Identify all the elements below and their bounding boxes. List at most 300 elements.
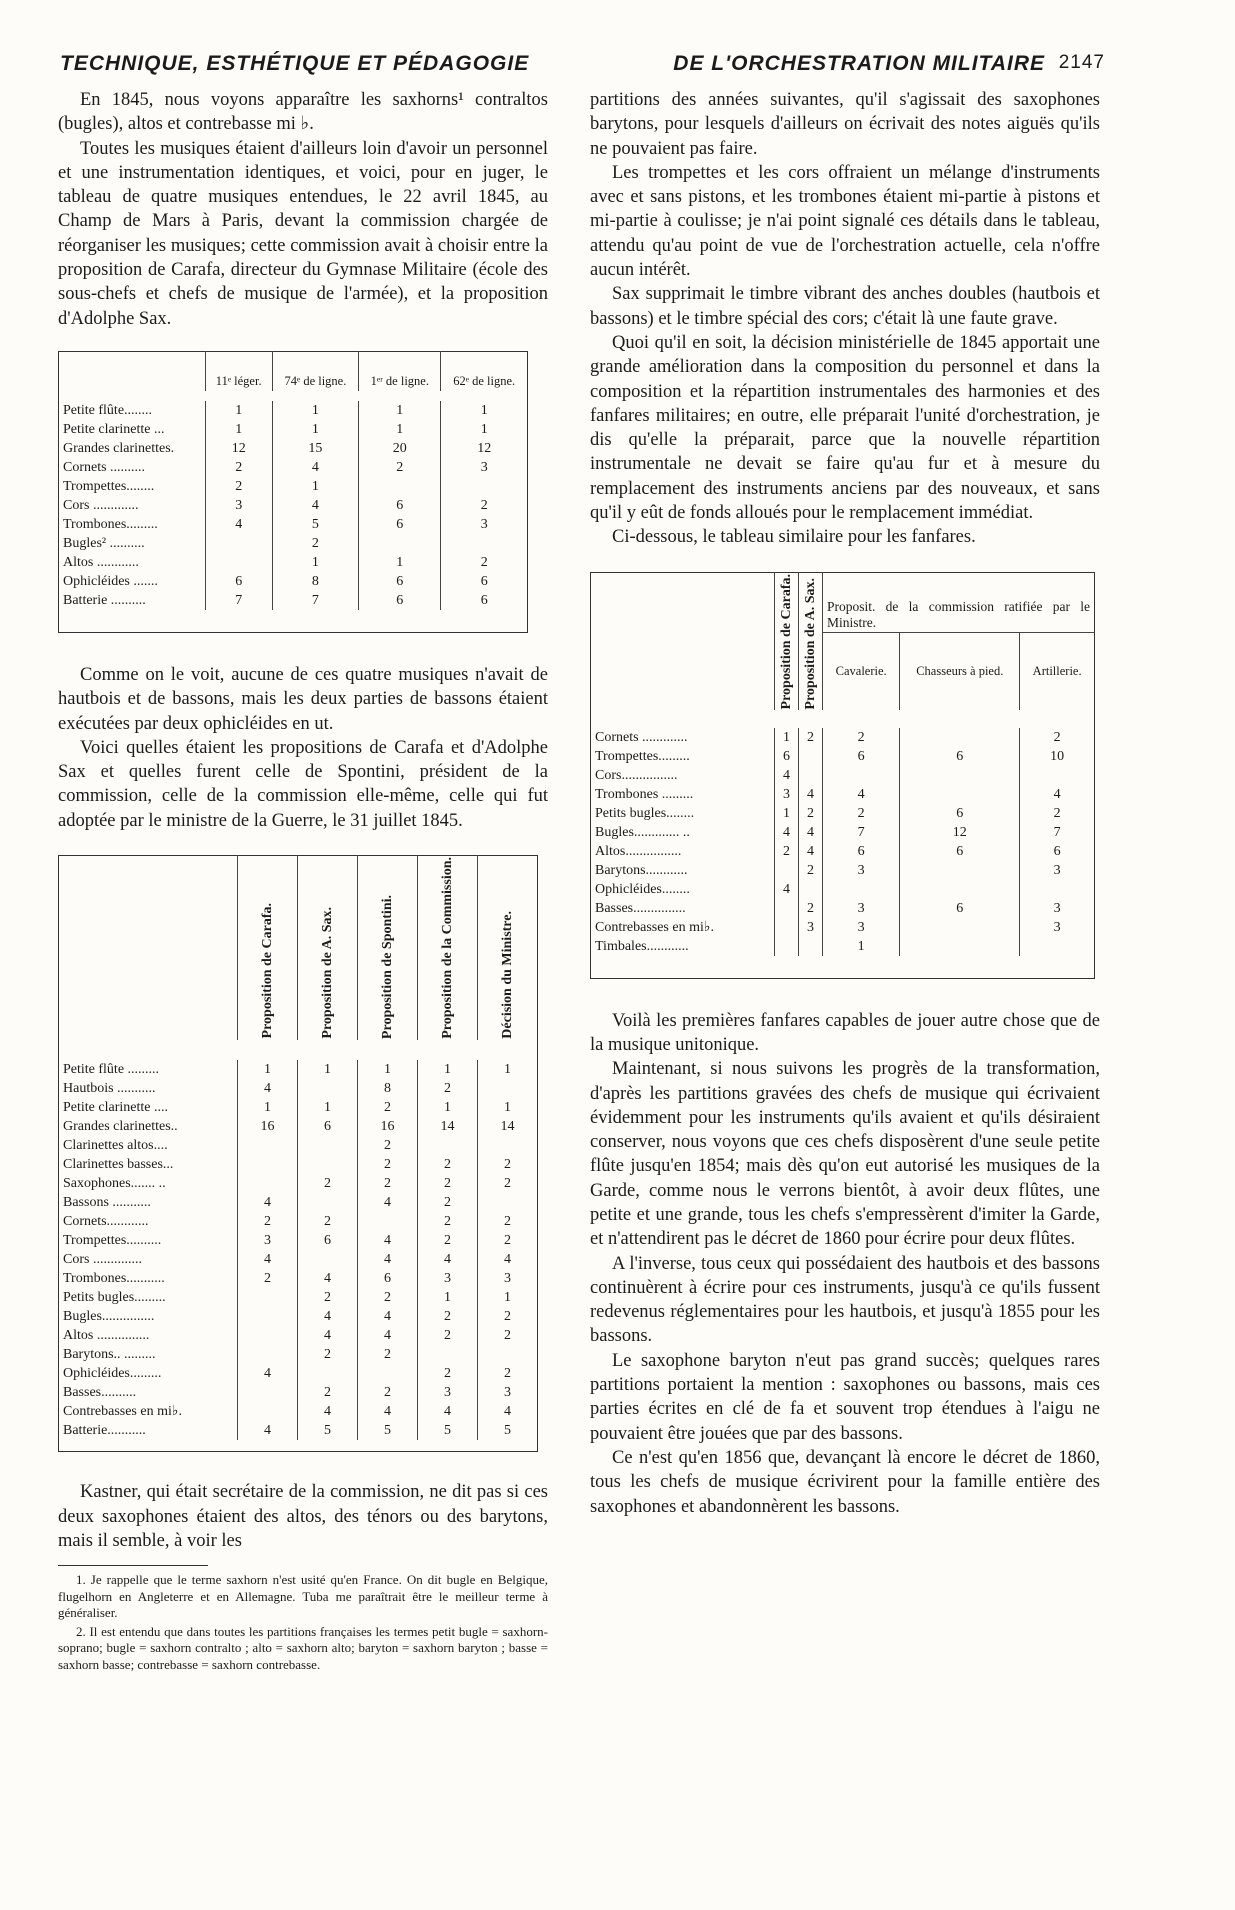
table-cell: 4 xyxy=(298,1269,358,1288)
table-row xyxy=(59,1364,538,1383)
table-cell xyxy=(1020,880,1095,899)
table-cell: 2 xyxy=(478,1326,538,1345)
table-cell: 1 xyxy=(238,1098,298,1117)
row-label: Batterie........... xyxy=(63,1422,146,1438)
table-cell: 4 xyxy=(775,766,799,785)
table-cell xyxy=(900,937,1020,956)
table-row xyxy=(591,937,1095,956)
footnotes xyxy=(58,1565,548,1673)
table-cell: 1 xyxy=(358,1060,418,1079)
table-cell: 6 xyxy=(359,496,441,515)
table-cell: 3 xyxy=(478,1383,538,1402)
table-row xyxy=(59,1345,538,1364)
table-cell: 1 xyxy=(478,1288,538,1307)
table-header: 1ᵉʳ de ligne. xyxy=(359,351,441,391)
table-cell xyxy=(1020,766,1095,785)
table-cell: 4 xyxy=(238,1250,298,1269)
row-label: Batterie .......... xyxy=(63,593,146,609)
table-cell xyxy=(418,1136,478,1155)
table-row xyxy=(59,1326,538,1345)
table-cell: 8 xyxy=(272,572,359,591)
row-label: Ophicléides ....... xyxy=(63,574,158,590)
table-cell xyxy=(478,1193,538,1212)
row-label: Cornets .......... xyxy=(63,460,146,476)
table-cell: 2 xyxy=(418,1307,478,1326)
table-cell: 3 xyxy=(823,861,900,880)
running-header xyxy=(60,52,1105,82)
table-cell: 5 xyxy=(298,1421,358,1440)
table-cell: 3 xyxy=(823,918,900,937)
table-cell: 4 xyxy=(358,1250,418,1269)
table-cell: 12 xyxy=(900,823,1020,842)
table-cell: 6 xyxy=(900,842,1020,861)
paragraph: En 1845, nous voyons apparaître les saxhorns¹ contraltos (bugles), altos et contrebasse mi ♭. xyxy=(58,90,548,135)
table-cell xyxy=(900,728,1020,747)
table-cell: 4 xyxy=(238,1421,298,1440)
table-row xyxy=(59,1307,538,1326)
page-number: 2147 xyxy=(1058,52,1105,73)
table-cell: 1 xyxy=(775,804,799,823)
table-cell: 1 xyxy=(775,728,799,747)
table-cell: 2 xyxy=(238,1212,298,1231)
table-cell: 6 xyxy=(441,572,528,591)
row-label: Grandes clarinettes. xyxy=(63,441,175,457)
table-cell: 4 xyxy=(478,1402,538,1421)
paragraph: Voilà les premières fanfares capables de jouer autre chose que de la musique unitonique. xyxy=(590,1010,1100,1055)
table-row xyxy=(59,1383,538,1402)
row-label: Petite flûte ......... xyxy=(63,1061,160,1077)
table-row xyxy=(59,1136,538,1155)
table-cell: 6 xyxy=(900,899,1020,918)
table-cell: 14 xyxy=(418,1117,478,1136)
table-row xyxy=(59,572,528,591)
table-cell: 3 xyxy=(418,1269,478,1288)
table-cell xyxy=(359,534,441,553)
paragraph: Sax supprimait le timbre vibrant des anches doubles (hautbois et bassons) et le timbre spécial des cors; c'était là une faute grave. xyxy=(590,284,1100,329)
table-cell: 2 xyxy=(358,1345,418,1364)
table-cell xyxy=(1020,937,1095,956)
table-cell: 4 xyxy=(298,1402,358,1421)
row-label: Basses............... xyxy=(595,901,686,917)
table-cell: 1 xyxy=(418,1288,478,1307)
table-row xyxy=(59,1250,538,1269)
table-cell xyxy=(441,534,528,553)
table-cell: 5 xyxy=(478,1421,538,1440)
table-cell: 6 xyxy=(298,1231,358,1250)
table-row xyxy=(591,918,1095,937)
table-cell xyxy=(298,1136,358,1155)
table-cell: 6 xyxy=(359,591,441,610)
table-cell: 1 xyxy=(359,401,441,420)
table-cell: 10 xyxy=(1020,747,1095,766)
table-musiques-1845 xyxy=(58,351,528,633)
row-label: Grandes clarinettes.. xyxy=(63,1118,178,1134)
table-row xyxy=(59,1155,538,1174)
table-cell: 15 xyxy=(272,439,359,458)
table-cell: 4 xyxy=(358,1326,418,1345)
table-cell: 4 xyxy=(298,1326,358,1345)
table-cell: 7 xyxy=(272,591,359,610)
table-cell: 6 xyxy=(205,572,272,591)
table-cell xyxy=(823,880,900,899)
paragraph: Voici quelles étaient les propositions de Carafa et d'Adolphe Sax et quelles furent celle de Spontini, président de la commission, celle de la commission elle-même, celle qui fut adoptée par le ministre de la Guerre, le 31 juillet 1845. xyxy=(58,737,548,831)
table-cell xyxy=(359,477,441,496)
table-cell: 3 xyxy=(238,1231,298,1250)
table-cell: 4 xyxy=(358,1307,418,1326)
table-cell: 5 xyxy=(418,1421,478,1440)
table-cell: 4 xyxy=(238,1364,298,1383)
table-cell: 2 xyxy=(358,1174,418,1193)
table-cell xyxy=(823,766,900,785)
table-cell: 5 xyxy=(272,515,359,534)
header-right: DE L'ORCHESTRATION MILITAIRE xyxy=(673,52,1045,75)
table-cell: 6 xyxy=(359,515,441,534)
row-label: Trombones......... xyxy=(63,517,158,533)
table-cell: 6 xyxy=(900,747,1020,766)
row-label: Cors .............. xyxy=(63,1251,142,1267)
table-cell: 2 xyxy=(358,1155,418,1174)
row-label: Barytons.. ......... xyxy=(63,1346,156,1362)
table-cell: 2 xyxy=(298,1383,358,1402)
table-cell: 8 xyxy=(358,1079,418,1098)
table-cell: 4 xyxy=(799,823,823,842)
table-cell: 3 xyxy=(799,918,823,937)
table-row xyxy=(59,1117,538,1136)
table-cell: 2 xyxy=(418,1364,478,1383)
table-cell xyxy=(900,918,1020,937)
table-propositions-1845 xyxy=(58,855,538,1452)
row-label: Trompettes......... xyxy=(595,749,690,765)
row-label: Petite flûte........ xyxy=(63,403,153,419)
table-row xyxy=(59,1212,538,1231)
table-cell: 2 xyxy=(358,1098,418,1117)
table-cell: 3 xyxy=(1020,899,1095,918)
table-row xyxy=(591,861,1095,880)
table-cell: 6 xyxy=(823,747,900,766)
table-cell xyxy=(799,747,823,766)
row-label: Cors ............. xyxy=(63,498,139,514)
table-cell xyxy=(900,766,1020,785)
table-cell: 6 xyxy=(298,1117,358,1136)
table-cell: 7 xyxy=(205,591,272,610)
table-row xyxy=(59,1269,538,1288)
table-cell: 1 xyxy=(298,1060,358,1079)
table-cell: 4 xyxy=(358,1231,418,1250)
table-row xyxy=(59,553,528,572)
table-cell: 2 xyxy=(359,458,441,477)
paragraph: Maintenant, si nous suivons les progrès de la transformation, d'après les partitions gravées des chefs de musique qui écrivaient évidemment pour les instruments qu'ils avaient et qu'ils désiraient conserver, nous voyons que ces chefs disposèrent d'une seule petite flûte jusqu'en 1854; mais dès qu'on eut autorisé les musiques de la Garde, comme nous le verrons bientôt, à avoir deux flûtes, une petite et une grande, tous les chefs s'empressèrent d'imiter la Garde, et n'attendirent pas le décret de 1860 pour écrire pour deux flûtes. xyxy=(590,1059,1100,1250)
paragraph: Les trompettes et les cors offraient un mélange d'instruments avec et sans pistons, et les trombones étaient mi-partie à pistons et mi-partie à coulisse; je n'ai point signalé ces détails dans le tableau, attendu qu'au point de vue de l'orchestration actuelle, cela n'offre aucun intérêt. xyxy=(590,162,1100,281)
table-cell xyxy=(478,1079,538,1098)
row-label: Cornets............ xyxy=(63,1213,149,1229)
table-cell: 2 xyxy=(478,1155,538,1174)
table-cell xyxy=(238,1402,298,1421)
table-cell xyxy=(478,1136,538,1155)
table-cell: 2 xyxy=(823,728,900,747)
table-cell xyxy=(478,1345,538,1364)
table-row xyxy=(59,496,528,515)
table-cell: 1 xyxy=(238,1060,298,1079)
table-cell: 2 xyxy=(358,1288,418,1307)
row-label: Trombones........... xyxy=(63,1270,165,1286)
table-cell: 2 xyxy=(418,1326,478,1345)
table-cell: 2 xyxy=(418,1079,478,1098)
table-cell xyxy=(238,1345,298,1364)
paragraph: partitions des années suivantes, qu'il s'agissait des saxophones barytons, pour lesquels d'ailleurs on écrivait des notes aiguës qu'ils ne pouvaient pas faire. xyxy=(590,90,1100,159)
table-cell: 2 xyxy=(272,534,359,553)
table-cell: 2 xyxy=(205,458,272,477)
table-cell xyxy=(900,785,1020,804)
table-row xyxy=(59,1079,538,1098)
table-cell: 4 xyxy=(418,1250,478,1269)
table-cell: 1 xyxy=(272,553,359,572)
table-cell: 16 xyxy=(238,1117,298,1136)
paragraph: Le saxophone baryton n'eut pas grand succès; quelques rares partitions portaient la mention : saxophones ou bassons, mais ces parties écrites en clé de fa et souvent trop étendues à l'aigu ne pouvaient être jouées que par des bassons. xyxy=(590,1350,1100,1444)
table-cell: 2 xyxy=(418,1155,478,1174)
table-cell: 14 xyxy=(478,1117,538,1136)
table-header: 11ᵉ léger. xyxy=(205,351,272,391)
row-label: Hautbois ........... xyxy=(63,1080,156,1096)
paragraph: A l'inverse, tous ceux qui possédaient des hautbois et des bassons continuèrent à écrire pour ces instruments, jusqu'à ce qu'ils fussent redevenus réglementaires pour les hautbois, et jusqu'à 1855 pour les bassons. xyxy=(590,1253,1100,1347)
row-label: Ophicléides........ xyxy=(595,882,690,898)
table-cell: 1 xyxy=(205,401,272,420)
table-row xyxy=(59,1421,538,1440)
table-cell xyxy=(418,1345,478,1364)
table-row xyxy=(59,420,528,439)
table-cell: 16 xyxy=(358,1117,418,1136)
table-cell xyxy=(900,861,1020,880)
table-cell: 6 xyxy=(775,747,799,766)
table-cell xyxy=(298,1250,358,1269)
row-label: Cornets ............. xyxy=(595,730,688,746)
table-cell: 1 xyxy=(298,1098,358,1117)
table-cell: 6 xyxy=(441,591,528,610)
table-cell: 2 xyxy=(298,1345,358,1364)
table-row xyxy=(59,515,528,534)
table-row xyxy=(59,591,528,610)
table-cell: 2 xyxy=(298,1174,358,1193)
table-row xyxy=(59,477,528,496)
paragraph: Comme on le voit, aucune de ces quatre musiques n'avait de hautbois et de bassons, mais les deux parties de bassons étaient exécutées par deux ophicléides en ut. xyxy=(58,664,548,734)
row-label: Clarinettes altos.... xyxy=(63,1137,168,1153)
table-cell: 2 xyxy=(478,1364,538,1383)
row-label: Altos ............ xyxy=(63,555,139,571)
table-cell: 7 xyxy=(823,823,900,842)
table-cell: 1 xyxy=(478,1060,538,1079)
row-label: Trompettes.......... xyxy=(63,1232,162,1248)
row-label: Petits bugles........ xyxy=(595,806,695,822)
table-cell xyxy=(298,1193,358,1212)
table-header: 74ᵉ de ligne. xyxy=(272,351,359,391)
table-cell: 2 xyxy=(799,899,823,918)
table-header: Proposition de A. Sax. xyxy=(320,907,335,1039)
table-cell xyxy=(238,1383,298,1402)
table-header: Proposition de A. Sax. xyxy=(803,577,818,710)
table-cell: 4 xyxy=(358,1193,418,1212)
table-row xyxy=(59,1193,538,1212)
row-label: Bugles............... xyxy=(63,1308,155,1324)
table-cell: 4 xyxy=(823,785,900,804)
row-label: Clarinettes basses... xyxy=(63,1156,174,1172)
row-label: Contrebasses en mi♭. xyxy=(63,1403,182,1419)
table-cell: 1 xyxy=(478,1098,538,1117)
table-cell xyxy=(298,1364,358,1383)
table-cell: 1 xyxy=(272,401,359,420)
table-cell: 2 xyxy=(823,804,900,823)
table-row xyxy=(591,880,1095,899)
paragraph: Kastner, qui était secrétaire de la commission, ne dit pas si ces deux saxophones étaient des altos, des ténors ou des barytons, mais il semble, à voir les xyxy=(58,1482,548,1551)
row-label: Bugles............. .. xyxy=(595,825,690,841)
table-row xyxy=(591,842,1095,861)
table-cell: 3 xyxy=(478,1269,538,1288)
row-label: Trompettes........ xyxy=(63,479,155,495)
table-sub-header: Cavalerie. xyxy=(823,632,900,710)
row-label: Saxophones....... .. xyxy=(63,1175,166,1191)
table-cell: 4 xyxy=(272,496,359,515)
table-cell: 2 xyxy=(441,496,528,515)
table-row xyxy=(59,534,528,553)
paragraph: Ce n'est qu'en 1856 que, devançant là encore le décret de 1860, tous les chefs de musique écrivirent pour la famille entière des saxophones et abandonnèrent les bassons. xyxy=(590,1447,1100,1517)
table-cell xyxy=(358,1212,418,1231)
table-cell: 4 xyxy=(775,880,799,899)
table-cell: 12 xyxy=(205,439,272,458)
table-sub-header: Artillerie. xyxy=(1020,632,1095,710)
table-cell: 12 xyxy=(441,439,528,458)
paragraph: Toutes les musiques étaient d'ailleurs loin d'avoir un personnel et une instrumentation identiques, et voici, pour en juger, le tableau de quatre musiques entendues, le 22 avril 1845, au Champ de Mars à Paris, devant la commission chargée de réorganiser les musiques; cette commission avait à choisir entre la proposition de Carafa, directeur du Gymnase Militaire (école des sous-chefs et chefs de musique de l'armée), et la proposition d'Adolphe Sax. xyxy=(58,138,548,329)
table-header: Proposition de Carafa. xyxy=(779,573,794,710)
table-cell: 1 xyxy=(823,937,900,956)
table-cell: 1 xyxy=(272,477,359,496)
row-label: Basses.......... xyxy=(63,1384,137,1400)
row-label: Altos................ xyxy=(595,844,682,860)
table-cell: 1 xyxy=(441,401,528,420)
table-row xyxy=(591,728,1095,747)
row-label: Petite clarinette ... xyxy=(63,422,165,438)
table-cell xyxy=(238,1326,298,1345)
table-cell: 4 xyxy=(478,1250,538,1269)
table-cell: 2 xyxy=(441,553,528,572)
table-cell xyxy=(358,1364,418,1383)
table-cell xyxy=(799,766,823,785)
table-cell: 2 xyxy=(799,728,823,747)
table-cell: 2 xyxy=(418,1174,478,1193)
table-cell xyxy=(238,1174,298,1193)
table-row xyxy=(591,899,1095,918)
table-cell: 2 xyxy=(478,1174,538,1193)
table-cell: 4 xyxy=(1020,785,1095,804)
table-cell: 1 xyxy=(359,553,441,572)
table-cell: 2 xyxy=(418,1212,478,1231)
table-cell: 4 xyxy=(775,823,799,842)
table-cell: 1 xyxy=(359,420,441,439)
table-cell: 3 xyxy=(775,785,799,804)
row-label: Altos ............... xyxy=(63,1327,150,1343)
table-cell: 6 xyxy=(358,1269,418,1288)
table-header: Proposition de Spontini. xyxy=(380,894,395,1039)
table-cell: 2 xyxy=(478,1307,538,1326)
row-label: Petits bugles......... xyxy=(63,1289,166,1305)
footnote-1: 1. Je rappelle que le terme saxhorn n'est usité qu'en France. On dit bugle en Belgique, flugelhorn en Angleterre et en Allemagne. Tuba me paraîtrait être le meilleur terme à généraliser. xyxy=(58,1572,548,1621)
row-label: Contrebasses en mi♭. xyxy=(595,920,714,936)
table-cell: 2 xyxy=(358,1136,418,1155)
table-cell xyxy=(900,880,1020,899)
table-cell: 1 xyxy=(418,1098,478,1117)
table-row xyxy=(591,785,1095,804)
table-cell: 2 xyxy=(799,804,823,823)
table-cell xyxy=(775,918,799,937)
table-cell xyxy=(205,534,272,553)
table-row xyxy=(59,1060,538,1079)
table-cell: 2 xyxy=(238,1269,298,1288)
table-cell: 2 xyxy=(418,1231,478,1250)
table-cell: 3 xyxy=(441,515,528,534)
footnote-rule xyxy=(58,1565,208,1566)
table-cell: 1 xyxy=(205,420,272,439)
table-cell: 4 xyxy=(418,1402,478,1421)
paragraph: Ci-dessous, le tableau similaire pour les fanfares. xyxy=(612,527,976,548)
table-cell: 7 xyxy=(1020,823,1095,842)
table-cell: 6 xyxy=(1020,842,1095,861)
table-header: Proposition de la Commission. xyxy=(440,857,455,1039)
row-label: Cors................ xyxy=(595,768,678,784)
row-label: Timbales............ xyxy=(595,939,689,955)
row-label: Ophicléides......... xyxy=(63,1365,162,1381)
table-cell: 2 xyxy=(298,1212,358,1231)
table-cell: 2 xyxy=(799,861,823,880)
table-cell: 20 xyxy=(359,439,441,458)
table-cell xyxy=(298,1155,358,1174)
left-column xyxy=(58,88,548,1675)
table-row xyxy=(59,1288,538,1307)
table-cell xyxy=(775,899,799,918)
table-cell: 4 xyxy=(799,785,823,804)
table-header: Proposition de Carafa. xyxy=(260,903,275,1039)
table-cell xyxy=(238,1307,298,1326)
table-cell xyxy=(205,553,272,572)
table-header: Décision du Ministre. xyxy=(500,911,515,1039)
table-cell: 6 xyxy=(900,804,1020,823)
row-label: Petite clarinette .... xyxy=(63,1099,168,1115)
table-cell xyxy=(775,861,799,880)
table-cell: 3 xyxy=(205,496,272,515)
table-cell: 4 xyxy=(238,1193,298,1212)
table-cell xyxy=(441,477,528,496)
table-cell: 4 xyxy=(205,515,272,534)
table-cell: 2 xyxy=(205,477,272,496)
table-cell xyxy=(238,1288,298,1307)
table-row xyxy=(59,439,528,458)
table-row xyxy=(591,804,1095,823)
table-sub-header: Chasseurs à pied. xyxy=(900,632,1020,710)
table-row xyxy=(59,1231,538,1250)
table-cell: 1 xyxy=(441,420,528,439)
table-cell: 2 xyxy=(775,842,799,861)
row-label: Bugles² .......... xyxy=(63,536,145,552)
table-cell: 3 xyxy=(1020,861,1095,880)
table-cell: 1 xyxy=(418,1060,478,1079)
table-cell: 2 xyxy=(478,1212,538,1231)
table-group-header: Proposit. de la commission ratifiée par le Ministre. xyxy=(823,572,1095,632)
table-cell: 4 xyxy=(238,1079,298,1098)
table-cell: 6 xyxy=(823,842,900,861)
table-row xyxy=(591,823,1095,842)
table-cell xyxy=(298,1079,358,1098)
table-cell: 2 xyxy=(1020,728,1095,747)
table-cell: 2 xyxy=(298,1288,358,1307)
table-row xyxy=(59,1098,538,1117)
footnote-2: 2. Il est entendu que dans toutes les partitions françaises les termes petit bugle = saxhorn-soprano; bugle = saxhorn contralto ; alto = saxhorn alto; baryton = saxhorn baryton ; basse = saxhorn basse; contrebasse = saxhorn contrebasse. xyxy=(58,1623,548,1672)
table-cell: 2 xyxy=(1020,804,1095,823)
